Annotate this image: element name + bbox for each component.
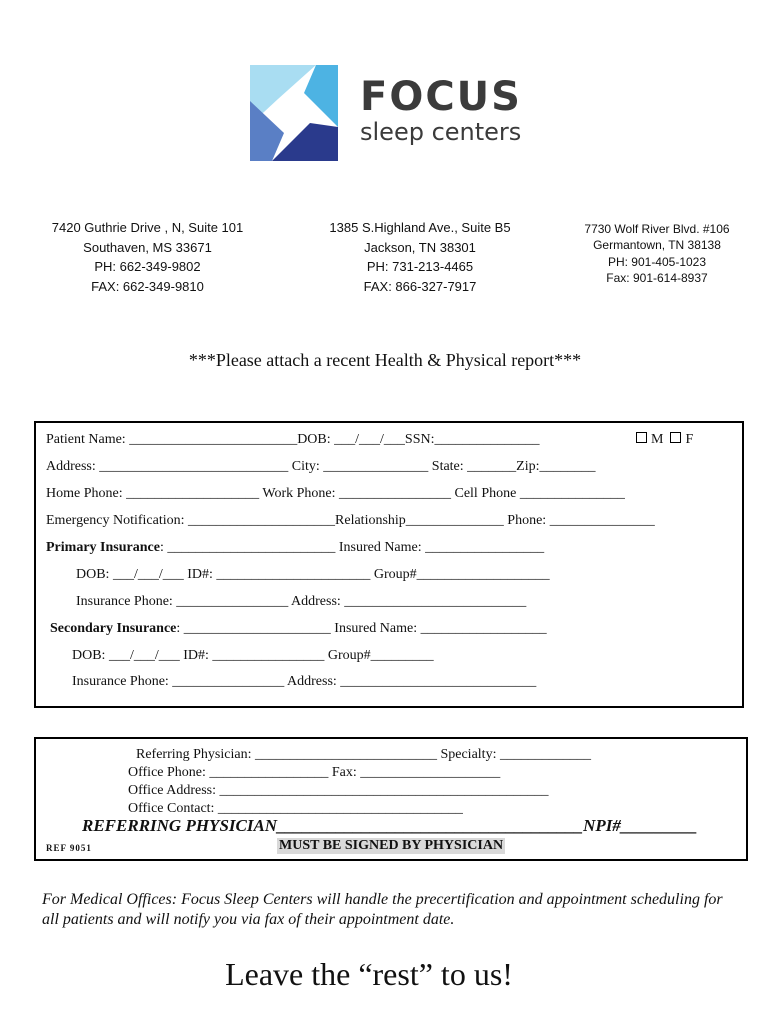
location-southaven bbox=[40, 218, 255, 296]
primary-insurance-field[interactable] bbox=[46, 540, 544, 556]
gender-f-label: F bbox=[685, 432, 694, 447]
primary-insurance-blanks: : ________________________ Insured Name: _________________ bbox=[159, 540, 545, 555]
gender-m-checkbox[interactable] bbox=[636, 432, 647, 443]
closing-slogan: Leave the “rest” to us! bbox=[225, 956, 513, 992]
city-line: Jackson, TN 38301 bbox=[364, 239, 476, 255]
physician-signature-line[interactable]: REFERRING PHYSICIAN____________________________________NPI#_________ bbox=[82, 816, 698, 835]
secondary-insurance-phone-field[interactable]: Insurance Phone: ________________ Address: ____________________________ bbox=[72, 674, 537, 689]
ref-code: REF 9051 bbox=[46, 843, 92, 853]
address-line: 7730 Wolf River Blvd. #106 bbox=[584, 222, 730, 236]
patient-row-text: Patient Name: ________________________DOB: ___/___/___SSN:_______________ bbox=[46, 432, 540, 447]
secondary-insurance-blanks: : _____________________ Insured Name: __________________ bbox=[176, 621, 547, 636]
medical-offices-note: For Medical Offices: Focus Sleep Centers will handle the precertification and appointment scheduling for all patients and will notify you via fax of their appointment date. bbox=[42, 891, 723, 928]
logo-tagline: sleep centers bbox=[360, 118, 522, 146]
location-jackson bbox=[315, 218, 525, 296]
primary-dob-id-group-field[interactable]: DOB: ___/___/___ ID#: ______________________ Group#___________________ bbox=[76, 567, 550, 582]
primary-insurance-label: Primary Insurance bbox=[46, 540, 160, 555]
gender-m-label: M bbox=[651, 432, 664, 447]
office-phone-fax-field[interactable]: Office Phone: _________________ Fax: ____________________ bbox=[128, 765, 501, 780]
city-line: Germantown, TN 38138 bbox=[593, 238, 721, 253]
address-line: 1385 S.Highland Ave., Suite B5 bbox=[329, 220, 511, 235]
primary-insurance-phone-field[interactable]: Insurance Phone: ________________ Address: __________________________ bbox=[76, 594, 527, 609]
phone-line: PH: 662-349-9802 bbox=[94, 259, 201, 274]
phone-line: PH: 731-213-4465 bbox=[366, 259, 474, 274]
gender-options bbox=[636, 432, 693, 448]
secondary-dob-id-group-field[interactable]: DOB: ___/___/___ ID#: ________________ Group#_________ bbox=[72, 648, 434, 663]
fax-line: FAX: 866-327-7917 bbox=[363, 278, 477, 294]
secondary-insurance-label: Secondary Insurance bbox=[50, 621, 177, 636]
address-line: 7420 Guthrie Drive , N, Suite 101 bbox=[51, 220, 244, 235]
must-sign-notice: MUST BE SIGNED BY PHYSICIAN bbox=[279, 838, 504, 853]
location-germantown bbox=[572, 221, 742, 286]
phone-line: PH: 901-405-1023 bbox=[607, 254, 707, 269]
patient-name-dob-ssn-field[interactable] bbox=[46, 432, 540, 448]
referring-physician-field[interactable]: Referring Physician: __________________________ Specialty: _____________ bbox=[136, 747, 591, 762]
focus-logo-icon bbox=[250, 65, 338, 161]
attach-report-notice: ***Please attach a recent Health & Physical report*** bbox=[188, 350, 582, 370]
fax-line: FAX: 662-349-9810 bbox=[91, 278, 204, 294]
emergency-contact-field[interactable]: Emergency Notification: _____________________Relationship______________ Phone: _______________ bbox=[46, 513, 655, 528]
office-address-field[interactable]: Office Address: _______________________________________________ bbox=[128, 783, 549, 798]
secondary-insurance-field[interactable] bbox=[50, 621, 547, 637]
fax-line: Fax: 901-614-8937 bbox=[606, 270, 708, 285]
logo-wordmark: FOCUS bbox=[360, 74, 522, 120]
phone-fields[interactable]: Home Phone: ___________________ Work Phone: ________________ Cell Phone _______________ bbox=[46, 486, 625, 501]
office-contact-field[interactable]: Office Contact: ___________________________________ bbox=[128, 801, 463, 816]
gender-f-checkbox[interactable] bbox=[670, 432, 681, 443]
city-line: Southaven, MS 33671 bbox=[83, 239, 212, 255]
address-field[interactable]: Address: ___________________________ City: _______________ State: _______Zip:________ bbox=[46, 459, 596, 474]
